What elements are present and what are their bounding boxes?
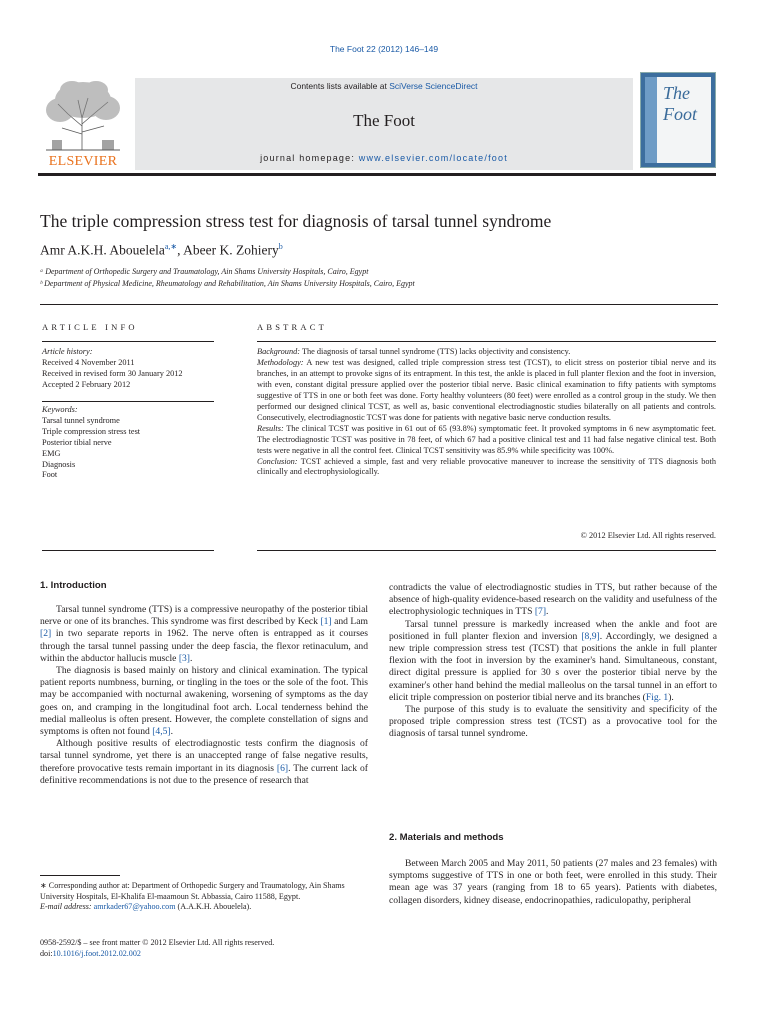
intro-heading: 1. Introduction	[40, 580, 107, 591]
contents-line	[135, 81, 633, 91]
methods-heading: 2. Materials and methods	[389, 832, 504, 843]
homepage-link[interactable]: www.elsevier.com/locate/foot	[358, 153, 508, 163]
keyword: Foot	[42, 470, 58, 480]
abstract-copyright: © 2012 Elsevier Ltd. All rights reserved.	[580, 531, 716, 540]
ref-link[interactable]: [4,5]	[152, 726, 171, 738]
email-label: E-mail address:	[40, 902, 92, 912]
methods-text	[389, 858, 717, 907]
abstract-heading: ABSTRACT	[257, 322, 327, 332]
issn-doi: 0958-2592/$ – see front matter © 2012 Elsevier Ltd. All rights reserved. doi:10.1016/j.foot.2012.02.002	[40, 937, 368, 959]
ref-link[interactable]: [7]	[534, 606, 547, 618]
abstract-body	[257, 347, 716, 478]
elsevier-logo	[38, 78, 128, 170]
contents-prefix: Contents lists available at	[290, 81, 390, 91]
history-heading: Article history:	[42, 347, 93, 356]
article-title: The triple compression stress test for diagnosis of tarsal tunnel syndrome	[40, 211, 552, 231]
ref-link[interactable]: [8,9]	[581, 630, 600, 642]
history-revised: Received in revised form 30 January 2012	[42, 368, 183, 378]
keywords	[42, 405, 214, 481]
background-label: Background:	[257, 347, 301, 356]
article-info-divider	[42, 401, 214, 402]
keyword: Tarsal tunnel syndrome	[42, 415, 120, 425]
elsevier-tree-icon	[38, 78, 128, 152]
article-info-bottom-rule	[42, 550, 214, 551]
history-accepted: Accepted 2 February 2012	[42, 379, 131, 389]
keyword: Triple compression stress test	[42, 426, 141, 436]
journal-cover-image	[640, 72, 716, 168]
abstract-rule	[257, 341, 716, 342]
abstract-conclusion: Conclusion: TCST achieved a simple, fast and very reliable provocative maneuver to increase the sensitivity of TTS diagnosis both clinically and electrophysiologically.	[257, 456, 716, 477]
title-rule	[40, 304, 718, 305]
corresponding-address: ∗ Corresponding author at: Department of Orthopedic Surgery and Traumatology, Ain Shams University Hospitals, El-Khalifa El-maamoun St. Abbassia, Cairo 11588, Egypt.	[40, 881, 345, 901]
author-1: Amr A.K.H. Abouelela	[40, 242, 165, 258]
keyword: Diagnosis	[42, 459, 76, 469]
intro-paragraph-5: The purpose of this study is to evaluate the sensitivity and specificity of the proposed triple compression stress test (TCST) as a provocative tool for the diagnosis of tarsal tunnel syndrome.	[389, 704, 717, 740]
intro-paragraph-3: Although positive results of electrodiagnostic tests confirm the diagnosis of tarsal tunnel syndrome, yet there is an unaccepted range of false negative results, therefore provocative tests remain important in its diagnosis [6]. The current lack of definitive recommendations is not due to the presence of research that	[40, 738, 369, 786]
history-received: Received 4 November 2011	[42, 357, 135, 367]
journal-homepage	[135, 153, 633, 163]
footnote-rule	[40, 875, 120, 876]
figure-link[interactable]: Fig. 1	[645, 691, 669, 703]
keyword: EMG	[42, 448, 61, 458]
author-line	[40, 242, 283, 259]
methodology-label: Methodology:	[257, 357, 304, 367]
intro-paragraph-2: The diagnosis is based mainly on history and clinical examination. The typical patient reports numbness, burning, or tingling in the toes or the sole of the foot. This may be accompanied with nocturnal awakening, worsening of symptoms as the day goes on, and cramping in the longitudinal foot arch. Local tenderness behind the medial malleolus is often present. However, the complete constellation of signs and symptoms is often not found [4,5].	[40, 665, 368, 738]
conclusion-label: Conclusion:	[257, 456, 298, 466]
issn-line: 0958-2592/$ – see front matter © 2012 Elsevier Ltd. All rights reserved.	[40, 938, 275, 947]
corresponding-author-footnote: ∗ Corresponding author at: Department of Orthopedic Surgery and Traumatology, Ain Shams University Hospitals, El-Khalifa El-maamoun St. Abbassia, Cairo 11588, Egypt. E-mail address: amrkader67@yahoo.com (A.A.K.H. Abouelela).	[40, 881, 368, 913]
cover-title: The Foot	[663, 83, 697, 124]
affiliation-a: ᵃ Department of Orthopedic Surgery and Traumatology, Ain Shams University Hospitals, Cairo, Egypt	[40, 267, 369, 276]
results-label: Results:	[257, 423, 284, 433]
author-1-affiliation-link[interactable]: a,∗	[164, 242, 178, 251]
email-link[interactable]: amrkader67@yahoo.com	[93, 902, 176, 912]
abstract-methodology: Methodology: A new test was designed, called triple compression stress test (TCST), to elicit stress on posterior tibial nerve and its branches, in an attempt to provoke signs of its entrapment. In this test, the ankle is placed in full planter flexion and the foot in inversion, with even, constant digital pressure applied over the posterior tibial nerve. Basic clinical examination to fifty patients with symptoms suggestive of TTS in one or both feet was done. Forty healthy volunteers (80 feet) were enrolled as a control group in the study. We then performed our designed clinical TCST, as well as, basic conventional electrodiagnostic studies bilaterally on all patients and controls. Consecutively, electrodiagnostic TCST was done for patients with negative basic nerve conduction results.	[257, 357, 716, 422]
abstract-results: Results: The clinical TCST was positive in 61 out of 65 (93.8%) symptomatic feet. It provoked symptoms in 6 new asymptomatic feet. The electrodiagnostic TCST was positive in 78 feet, of which 67 had a positive clinical test and 11 had false negative clinical test. Both tests were negative in all the control feet. Clinical TCST sensitivity was 85.9% while specificity was 100%.	[257, 423, 716, 455]
intro-paragraph-3-cont: contradicts the value of electrodiagnostic studies in TTS, but rather because of the absence of high-quality evidence-based research on the validity and usefulness of the electrophysiologic techniques in TTS [7].	[389, 582, 717, 618]
ref-link[interactable]: [3]	[178, 652, 190, 664]
doi-link[interactable]: 10.1016/j.foot.2012.02.002	[52, 949, 141, 958]
abstract-background: Background: The diagnosis of tarsal tunnel syndrome (TTS) lacks objectivity and consistency.	[257, 347, 571, 356]
author-2: Abeer K. Zohiery	[183, 242, 279, 258]
ref-link[interactable]: [2]	[40, 628, 52, 640]
article-info-heading: ARTICLE INFO	[42, 322, 138, 332]
affiliation-b: ᵇ Department of Physical Medicine, Rheumatology and Rehabilitation, Ain Shams University Hospitals, Cairo, Egypt	[40, 279, 415, 288]
article-info-rule	[42, 341, 214, 342]
keyword: Posterior tibial nerve	[42, 437, 112, 447]
abstract-bottom-rule	[257, 550, 716, 551]
left-column	[40, 604, 368, 787]
sciencedirect-link[interactable]: SciVerse ScienceDirect	[389, 81, 478, 91]
ref-link[interactable]: [6]	[276, 762, 289, 774]
header-rule	[38, 173, 716, 176]
intro-paragraph-1: Tarsal tunnel syndrome (TTS) is a compressive neuropathy of the posterior tibial nerve or one of its branches. This syndrome was first described by Keck [1] and Lam [2] in two separate reports in 1962. The nerve often is entrapped as it courses through the tarsal tunnel passing under the deep fascia, the flexor retinaculum, and within the abductor hallucis muscle [3].	[40, 604, 368, 664]
methods-paragraph-1: Between March 2005 and May 2011, 50 patients (27 males and 23 females) with symptoms suggestive of TTS in one or both feet, were enrolled in this study. Their mean age was 37 years (ranging from 18 to 65 years). Patients with diabetes, collagen disorders, kidney disease, endocrinopathies, radiculopathy, peripheral	[389, 858, 717, 906]
homepage-prefix: journal homepage:	[260, 153, 359, 163]
author-separator: ,	[177, 242, 184, 258]
keywords-heading: Keywords:	[42, 405, 78, 414]
elsevier-wordmark: ELSEVIER	[48, 154, 118, 169]
ref-link[interactable]: [1]	[320, 616, 332, 628]
right-column	[389, 582, 717, 741]
intro-paragraph-4: Tarsal tunnel pressure is markedly increased when the ankle and foot are positioned in full planter flexion and inversion [8,9]. Accordingly, we designed a new triple compression stress test (TCST) that positions the ankle in full planter flexion with the foot in inversion by the examiner's hand. Simultaneous, constant, direct digital pressure is applied for 30 s over the posterior tibial nerve by the examiner's other hand behind the medial malleolus on the tarsal tunnel in an effort to elicit triple compression on posterior tibial nerve and its branches (Fig. 1).	[389, 618, 717, 703]
author-2-affiliation-link[interactable]: b	[278, 242, 283, 251]
journal-citation[interactable]: The Foot 22 (2012) 146–149	[329, 44, 439, 54]
journal-name: The Foot	[353, 111, 415, 130]
article-history	[42, 347, 214, 391]
